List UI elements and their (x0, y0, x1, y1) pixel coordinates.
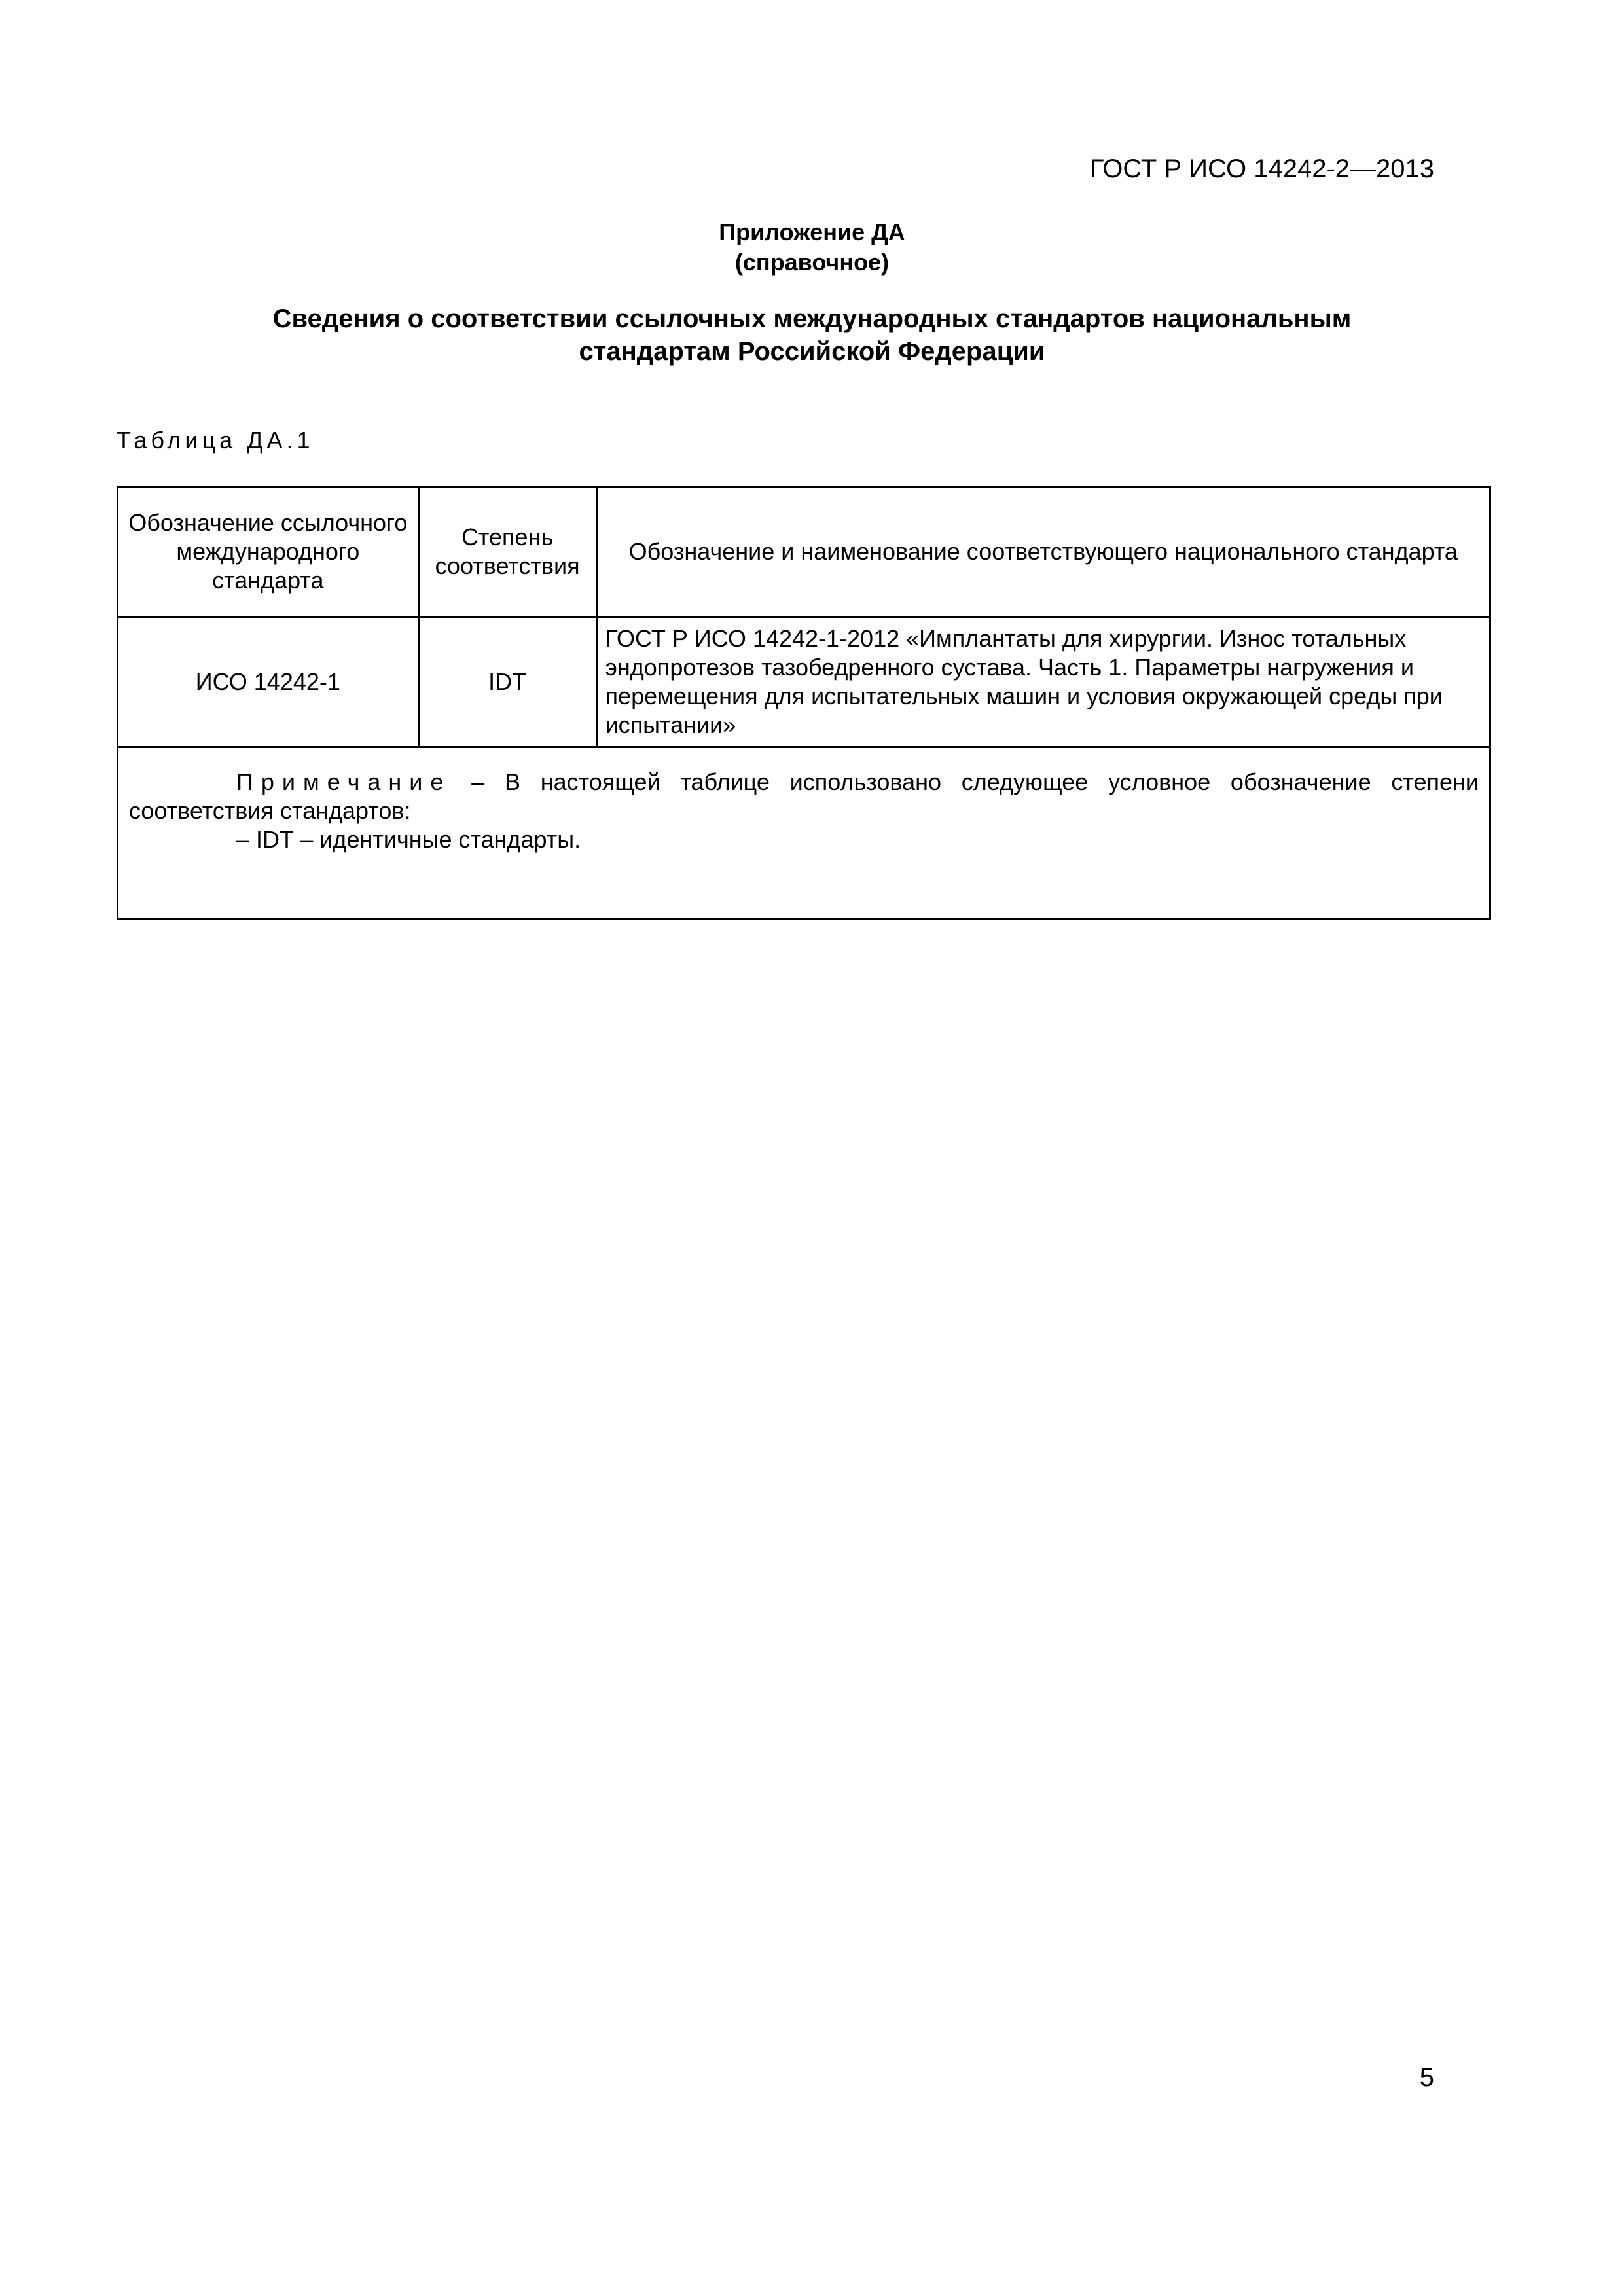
table-note (118, 747, 1490, 920)
section-heading (0, 302, 1624, 368)
table-header-row (118, 487, 1490, 617)
page-number: 5 (1419, 2063, 1434, 2092)
note-body: – В настоящей таблице использовано следующее условное обозначение степени соответствия стандартов: (129, 768, 1479, 824)
cell-reference: ИСО 14242-1 (118, 617, 419, 747)
annex-label: Приложение ДА (719, 219, 905, 245)
table-row (118, 617, 1490, 747)
note-text (129, 768, 1479, 825)
cell-degree: IDT (418, 617, 596, 747)
annex-type: (справочное) (734, 249, 890, 276)
note-item: – IDT – идентичные стандарты. (236, 826, 581, 853)
cell-national: ГОСТ Р ИСО 14242-1-2012 «Имплантаты для хирургии. Износ тотальных эндопротезов тазобедренного сустава. Часть 1. Параметры нагружения и перемещения для испытательных машин и условия окружающей среды при испытании» (596, 617, 1490, 747)
table-caption: Таблица ДА.1 (117, 427, 314, 454)
column-header-reference: Обозначение ссылочного международного стандарта (118, 487, 419, 617)
correspondence-table (117, 486, 1491, 920)
table-note-row (118, 747, 1490, 920)
column-header-degree: Степень соответствия (418, 487, 596, 617)
document-number: ГОСТ Р ИСО 14242-2—2013 (1089, 154, 1434, 183)
heading-line-1: Сведения о соответствии ссылочных международных стандартов национальным (272, 304, 1352, 333)
column-header-national: Обозначение и наименование соответствующего национального стандарта (596, 487, 1490, 617)
note-title: Примечание (236, 768, 452, 795)
heading-line-2: стандартам Российской Федерации (579, 337, 1045, 366)
annex-title (0, 217, 1624, 278)
